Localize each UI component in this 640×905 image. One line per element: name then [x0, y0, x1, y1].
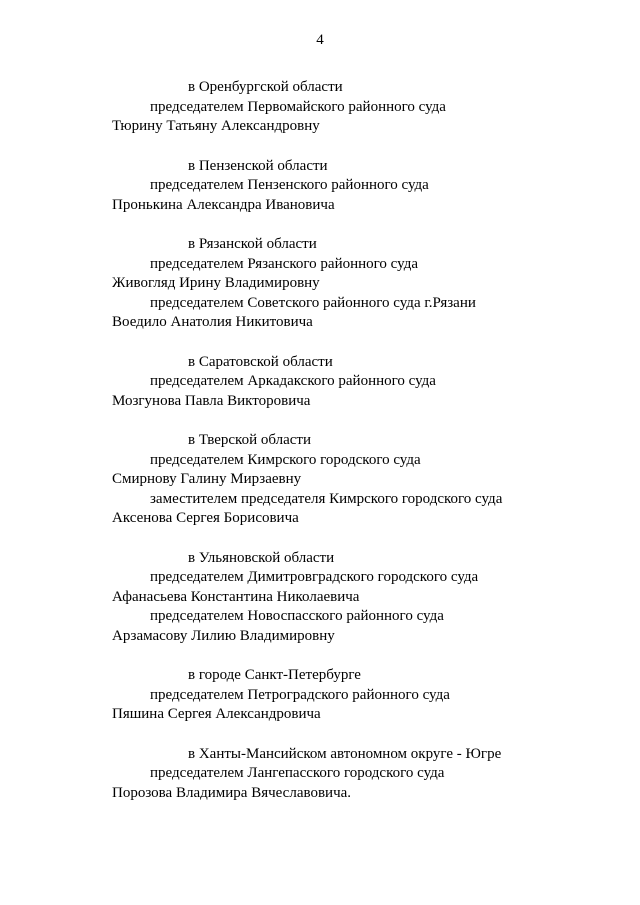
person-name: Пронькина Александра Ивановича	[112, 196, 335, 213]
position-line: председателем Пензенского районного суда	[150, 177, 429, 193]
position-line: председателем Советского районного суда г.Рязани	[150, 294, 476, 311]
section-saratov	[0, 353, 640, 412]
section-orenburg	[0, 78, 640, 137]
section-khanty-mansiysk	[0, 745, 640, 804]
position-line: заместителем председателя Кимрского городского суда	[150, 490, 503, 507]
person-name: Арзамасову Лилию Владимировну	[112, 627, 335, 644]
person-name: Тюрину Татьяну Александровну	[112, 118, 320, 134]
person-name: Воедило Анатолия Никитовича	[112, 314, 313, 330]
position-line: председателем Димитровградского городского суда	[150, 569, 479, 585]
section-ulyanovsk	[0, 549, 640, 647]
region-heading: в городе Санкт-Петербурге	[188, 667, 361, 683]
region-heading: в Оренбургской области	[188, 79, 343, 95]
person-name: Порозова Владимира Вячеславовича.	[112, 784, 352, 801]
section-ryazan	[0, 235, 640, 333]
region-heading: в Ульяновской области	[188, 549, 335, 566]
person-name: Афанасьева Константина Николаевича	[112, 588, 360, 605]
position-line: председателем Аркадакского районного суда	[150, 373, 436, 389]
person-name: Живогляд Ирину Владимировну	[112, 275, 320, 291]
position-line: председателем Рязанского районного суда	[150, 255, 418, 272]
section-saint-petersburg	[0, 666, 640, 725]
region-heading: в Саратовской области	[188, 353, 333, 370]
person-name: Смирнову Галину Мирзаевну	[112, 471, 302, 487]
page-number: 4	[316, 32, 324, 48]
appointments-list	[0, 78, 640, 823]
position-line: председателем Кимрского городского суда	[150, 451, 421, 468]
region-heading: в Ханты-Мансийском автономном округе - Югре	[188, 745, 502, 762]
region-heading: в Тверской области	[188, 432, 312, 448]
position-line: председателем Лангепасского городского суда	[150, 765, 445, 781]
person-name: Мозгунова Павла Викторовича	[112, 392, 311, 409]
section-penza	[0, 157, 640, 216]
position-line: председателем Новоспасского районного суда	[150, 608, 444, 624]
section-tver	[0, 431, 640, 529]
person-name: Пяшина Сергея Александровича	[112, 706, 321, 722]
region-heading: в Пензенской области	[188, 157, 328, 174]
region-heading: в Рязанской области	[188, 236, 317, 252]
person-name: Аксенова Сергея Борисовича	[112, 510, 299, 526]
position-line: председателем Первомайского районного суда	[150, 98, 446, 115]
position-line: председателем Петроградского районного суда	[150, 686, 450, 703]
